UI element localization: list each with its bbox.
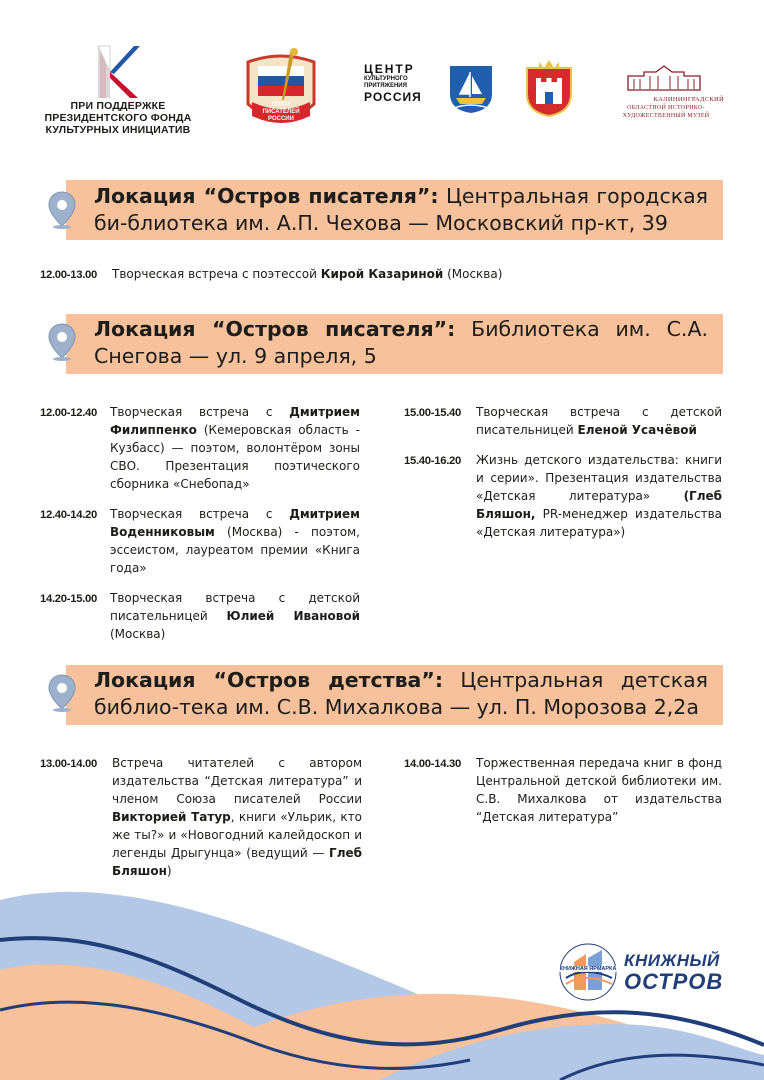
map-pin-icon <box>46 322 78 362</box>
event-text: Творческая встреча с детской писательницей <box>476 405 722 437</box>
event-person: Еленой Усачёвой <box>577 423 697 437</box>
event-time: 12.40-14.20 <box>40 509 98 521</box>
writers-union-logo <box>238 42 324 132</box>
event-time: 15.40-16.20 <box>404 455 462 467</box>
event-description <box>476 403 722 439</box>
writers-union-text3: РОССИИ <box>268 116 294 122</box>
region-coat-of-arms-icon <box>524 58 574 118</box>
event-text-after: (Москва) <box>443 267 503 281</box>
location-1-title-bold: Локация “Остров писателя”: <box>94 184 439 208</box>
event-text: Творческая встреча с <box>110 507 290 521</box>
event-text: Творческая встреча с <box>110 405 290 419</box>
event-time: 12.00-12.40 <box>40 407 98 419</box>
event-person: (Глеб Бляшон, <box>476 489 722 521</box>
event-person: Викторией Татур <box>112 810 231 824</box>
center-logo <box>364 62 424 105</box>
event-person: Кирой Казариной <box>320 267 444 281</box>
event-description <box>110 505 360 577</box>
event-person: Дмитрием Воденниковым <box>110 507 360 539</box>
event-text-after: PR-менеджер издательства «Детская литература») <box>476 507 722 539</box>
event-row <box>404 754 724 830</box>
event-person: Дмитрием Филиппенко <box>110 405 360 437</box>
event-description <box>110 589 360 643</box>
writers-union-text1: СОЮЗ <box>271 102 291 108</box>
event-time: 15.00-15.40 <box>404 407 462 419</box>
event-row <box>40 265 740 285</box>
pfki-logo <box>28 40 208 140</box>
location-3-title-rest: Центральная детская библио-тека им. С.В. Михалкова — ул. П. Морозова 2,2а <box>94 668 708 719</box>
event-time: 13.00-14.00 <box>40 758 98 770</box>
pfki-emblem-icon <box>94 44 142 100</box>
location-3-title <box>94 667 708 721</box>
museum-building-icon <box>624 64 704 92</box>
center-line1: ЦЕНТР <box>364 62 415 76</box>
center-line3: ПРИТЯЖЕНИЯ <box>364 83 407 89</box>
center-line4: РОССИЯ <box>364 90 422 104</box>
location-1-title <box>94 183 708 237</box>
event-time: 14.20-15.00 <box>40 593 98 605</box>
event-text: Творческая встреча с поэтессой <box>112 267 321 281</box>
event-description <box>476 451 722 541</box>
book-fair-emblem-icon <box>556 940 620 1004</box>
event-text-end: ) <box>166 864 172 878</box>
event-description <box>112 265 502 283</box>
book-fair-word2: ОСТРОВ <box>624 969 724 994</box>
pfki-line1: ПРИ ПОДДЕРЖКЕ <box>70 100 166 112</box>
event-text: Встреча читателей с автором издательства “Детская литература” и членом Союза писателей России <box>112 756 362 806</box>
event-description: Торжественная передача книг в фонд Центральной детской библиотеки им. С.В. Михалкова от издательства “Детская литература” <box>476 756 722 824</box>
location-1-title-rest: Центральная городская би-блиотека им. А.П. Чехова — Московский пр-кт, 39 <box>94 184 708 235</box>
location-2-title-bold: Локация “Остров писателя”: <box>94 317 456 341</box>
location-2-title-rest: Библиотека им. С.А. Снегова — ул. 9 апреля, 5 <box>94 317 708 368</box>
event-text: Жизнь детского издательства: книги и серии». Презентация издательства «Детская литература» <box>476 453 722 503</box>
pfki-line3: КУЛЬТУРНЫХ ИНИЦИАТИВ <box>45 124 191 136</box>
writers-union-text2: ПИСАТЕЛЕЙ <box>262 109 300 115</box>
pfki-line2: ПРЕЗИДЕНТСКОГО ФОНДА <box>44 112 192 124</box>
location-2-title <box>94 316 708 370</box>
event-time: 14.00-14.30 <box>404 758 462 770</box>
event-row <box>404 451 724 543</box>
event-text: Творческая встреча с детской писательницей <box>110 591 360 623</box>
event-text-after: (Москва) - поэтом, эссеистом, лауреатом премии «Книга года» <box>110 525 360 575</box>
book-fair-word1: КНИЖНЫЙ <box>624 951 720 970</box>
event-person: Юлией Ивановой <box>226 609 360 623</box>
event-description <box>110 403 360 493</box>
event-row <box>404 403 724 441</box>
event-text-after: (Москва) <box>110 627 166 641</box>
map-pin-icon <box>46 673 78 713</box>
event-time: 12.00-13.00 <box>40 269 98 281</box>
event-row <box>40 505 362 579</box>
event-text-after: (Кемеровская область - Кузбасс) — поэтом, волонтёром зоны СВО. Презентация поэтического сборника «Снебопад» <box>110 423 360 491</box>
center-line2: КУЛЬТУРНОГО <box>364 76 408 82</box>
event-row <box>40 589 362 645</box>
museum-logo <box>596 64 736 124</box>
location-3-title-bold: Локация “Остров детства”: <box>94 668 444 692</box>
map-pin-icon <box>46 190 78 230</box>
event-host: Глеб Бляшон <box>112 846 362 878</box>
event-row <box>40 403 362 495</box>
museum-line2: ОБЛАСТНОЙ ИСТОРИКО-ХУДОЖЕСТВЕННЫЙ МУЗЕЙ <box>622 105 710 119</box>
book-fair-logo <box>552 940 732 1000</box>
event-text-after: , книги «Ульрик, кто же ты?» и «Новогодний калейдоскоп и легенды Дрыгунца» (ведущий — <box>112 810 362 860</box>
book-fair-ring-text: КНИЖНАЯ ЯРМАРКА <box>554 966 622 972</box>
city-coat-of-arms-icon <box>448 64 494 114</box>
museum-line1: КАЛИНИНГРАДСКИЙ <box>653 96 724 103</box>
